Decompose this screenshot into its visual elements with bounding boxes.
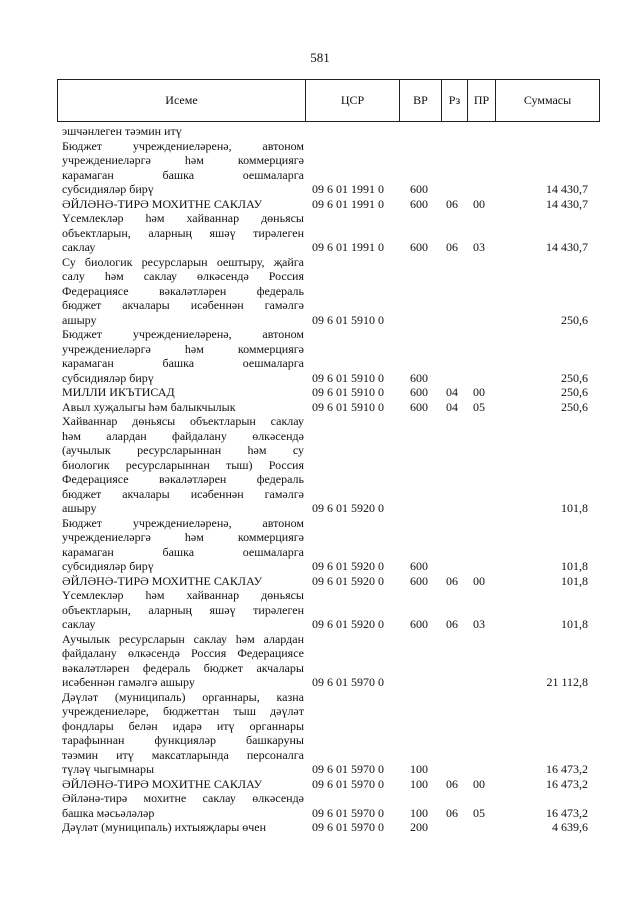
row-pr: 03 [473, 617, 485, 631]
table-row [0, 400, 640, 415]
row-sum: 101,8 [561, 617, 588, 631]
row-csr: 09 6 01 5910 0 [312, 385, 384, 399]
row-name-line: Хайваннар дөньясы объектларын саклау [62, 414, 304, 428]
row-name-line: тәэмин итү максатларында персоналга [62, 747, 304, 762]
row-name [62, 124, 304, 139]
row-pr: 00 [473, 196, 485, 211]
row-vr: 600 [410, 559, 428, 573]
table-row [0, 211, 640, 255]
row-sum: 250,6 [561, 385, 588, 399]
row-vr: 200 [410, 820, 428, 834]
row-name [62, 211, 304, 255]
header-rz: Рз [442, 80, 468, 122]
row-vr: 600 [410, 573, 428, 588]
row-name-line: Бюджет учреждениеләренә, автоном [62, 515, 304, 530]
row-name-line: Федерациясе вәкаләтләрен федераль [62, 283, 304, 298]
row-sum: 21 112,8 [546, 675, 588, 689]
row-sum: 4 639,6 [552, 820, 588, 834]
table-row [0, 414, 640, 516]
row-name-line: вәкаләтләрен федераль бюджет акчалары [62, 660, 304, 675]
row-pr: 03 [473, 240, 485, 254]
row-vr: 600 [410, 370, 428, 385]
row-vr: 600 [410, 399, 428, 414]
row-name-line: саклау [62, 617, 96, 631]
row-name-line: түләү чыгымнары [62, 762, 155, 776]
row-rz: 06 [446, 573, 458, 588]
table-row [0, 690, 640, 777]
row-name-line: Авыл хуҗалыгы һәм балыкчылык [62, 399, 236, 414]
row-pr: 05 [473, 399, 485, 414]
row-name-line: учреждениеләргә һәм коммерциягә [62, 530, 304, 544]
row-csr: 09 6 01 1991 0 [312, 196, 384, 211]
row-csr: 09 6 01 5910 0 [312, 399, 384, 414]
row-sum: 14 430,7 [546, 196, 588, 211]
row-name-line: файдалану өлкәсендә Россия Федерациясе [62, 646, 304, 660]
row-name-line: Әйләнә-тирә мохитне саклау өлкәсендә [62, 791, 304, 805]
row-name [62, 690, 304, 777]
row-name-line: ӘЙЛӘНӘ-ТИРӘ МОХИТНЕ САКЛАУ [62, 776, 263, 791]
row-csr: 09 6 01 1991 0 [312, 240, 384, 254]
row-name-line: (аучылык ресурсларыннан һәм су [62, 443, 304, 457]
row-vr: 600 [410, 182, 428, 196]
row-csr: 09 6 01 5970 0 [312, 776, 384, 791]
row-rz: 06 [446, 617, 458, 631]
table-row [0, 791, 640, 820]
table-row [0, 124, 640, 139]
row-csr: 09 6 01 5920 0 [312, 573, 384, 588]
row-sum: 14 430,7 [546, 240, 588, 254]
table-row [0, 327, 640, 385]
row-name-line: Дәүләт (муниципаль) ихтыяҗлары өчен [62, 820, 267, 834]
row-name [62, 820, 304, 835]
table-row [0, 632, 640, 690]
row-csr: 09 6 01 5970 0 [312, 762, 384, 776]
row-rz: 04 [446, 385, 458, 399]
row-csr: 09 6 01 5910 0 [312, 312, 384, 327]
row-rz: 06 [446, 240, 458, 254]
row-name-line: МИЛЛИ ИКЪТИСАД [62, 385, 175, 399]
header-pr: ПР [468, 80, 496, 122]
row-name [62, 632, 304, 690]
row-csr: 09 6 01 1991 0 [312, 182, 384, 196]
row-name-line: Аучылык ресурсларын саклау һәм алардан [62, 631, 304, 646]
row-name [62, 197, 304, 212]
row-name-line: Су биологик ресурсларын оештыру, җайга [62, 254, 304, 269]
row-sum: 16 473,2 [546, 805, 588, 820]
row-name-line: эшчәнлеген тәэмин итү [62, 124, 182, 138]
row-name-line: субсидияләр бирү [62, 370, 154, 385]
row-name-line: бюджет акчалары исәбеннән гамәлгә [62, 298, 304, 312]
row-csr: 09 6 01 5970 0 [312, 820, 384, 834]
page-number: 581 [310, 50, 330, 65]
row-name-line: Үсемлекләр һәм хайваннар дөньясы [62, 588, 304, 602]
row-sum: 250,6 [561, 312, 588, 327]
table-row [0, 197, 640, 212]
row-vr: 100 [410, 805, 428, 820]
row-vr: 600 [410, 385, 428, 399]
row-name-line: учреждениеләргә һәм коммерциягә [62, 153, 304, 167]
table-header [57, 79, 600, 122]
row-name [62, 588, 304, 632]
row-name [62, 791, 304, 820]
row-vr: 100 [410, 762, 428, 776]
row-vr: 600 [410, 240, 428, 254]
row-rz: 06 [446, 776, 458, 791]
row-vr: 100 [410, 776, 428, 791]
row-name-line: Федерациясе вәкаләтләрен федераль [62, 472, 304, 486]
row-name [62, 327, 304, 385]
row-name [62, 516, 304, 574]
row-name-line: Бюджет учреждениеләренә, автоном [62, 327, 304, 341]
row-name [62, 574, 304, 589]
row-name-line: ӘЙЛӘНӘ-ТИРӘ МОХИТНЕ САКЛАУ [62, 196, 263, 211]
row-name-line: салу һәм саклау өлкәсендә Россия [62, 269, 304, 283]
row-name-line: башка мәсьәләләр [62, 805, 155, 820]
row-sum: 16 473,2 [546, 776, 588, 791]
row-name-line: биологик ресурсларыннан тыш) Россия [62, 457, 304, 472]
row-name-line: объектларын, аларның яшәү тирәлеген [62, 602, 304, 617]
row-name [62, 385, 304, 400]
row-name-line: учреждениеләре, бюджеттан тыш дәүләт [62, 704, 304, 718]
row-sum: 101,8 [561, 573, 588, 588]
header-csr: ЦСР [306, 80, 400, 122]
row-pr: 05 [473, 805, 485, 820]
row-name [62, 414, 304, 516]
row-name-line: учреждениеләргә һәм коммерциягә [62, 341, 304, 356]
row-name-line: ашыру [62, 312, 97, 327]
row-vr: 600 [410, 196, 428, 211]
row-pr: 00 [473, 776, 485, 791]
row-name-line: Үсемлекләр һәм хайваннар дөньясы [62, 211, 304, 225]
row-name-line: һәм алардан файдалану өлкәсендә [62, 428, 304, 443]
row-name-line: ашыру [62, 501, 97, 515]
row-name-line: субсидияләр бирү [62, 182, 154, 196]
row-csr: 09 6 01 5920 0 [312, 501, 384, 515]
header-sum: Суммасы [496, 80, 600, 122]
row-csr: 09 6 01 5970 0 [312, 805, 384, 820]
row-csr: 09 6 01 5920 0 [312, 617, 384, 631]
row-sum: 14 430,7 [546, 182, 588, 196]
row-name [62, 400, 304, 415]
row-name-line: Дәүләт (муниципаль) органнары, казна [62, 689, 304, 704]
row-name-line: бюджет акчалары исәбеннән гамәлгә [62, 486, 304, 501]
header-name: Исеме [58, 80, 306, 122]
row-rz: 06 [446, 805, 458, 820]
table-row [0, 385, 640, 400]
row-name-line: тарафыннан функцияләр башкаруны [62, 733, 304, 747]
row-pr: 00 [473, 573, 485, 588]
row-name-line: саклау [62, 240, 96, 254]
row-sum: 101,8 [561, 501, 588, 515]
table-row [0, 139, 640, 197]
row-name-line: объектларын, аларның яшәү тирәлеген [62, 225, 304, 240]
row-vr: 600 [410, 617, 428, 631]
row-name [62, 139, 304, 197]
row-csr: 09 6 01 5910 0 [312, 370, 384, 385]
row-name-line: карамаган башка оешмаларга [62, 356, 304, 370]
row-name-line: фондлары белән идарә итү органнары [62, 718, 304, 733]
row-rz: 04 [446, 399, 458, 414]
row-pr: 00 [473, 385, 485, 399]
table-row [0, 777, 640, 792]
table-row [0, 588, 640, 632]
row-csr: 09 6 01 5970 0 [312, 675, 384, 689]
header-vr: ВР [400, 80, 442, 122]
table-row [0, 516, 640, 574]
row-name-line: субсидияләр бирү [62, 559, 154, 573]
row-sum: 250,6 [561, 399, 588, 414]
row-sum: 101,8 [561, 559, 588, 573]
row-rz: 06 [446, 196, 458, 211]
row-name-line: карамаган башка оешмаларга [62, 167, 304, 182]
row-name-line: исәбеннән гамәлгә ашыру [62, 675, 195, 689]
table-row [0, 574, 640, 589]
row-sum: 16 473,2 [546, 762, 588, 776]
row-name-line: Бюджет учреждениеләренә, автоном [62, 138, 304, 153]
row-name-line: карамаган башка оешмаларга [62, 544, 304, 559]
row-name [62, 777, 304, 792]
row-csr: 09 6 01 5920 0 [312, 559, 384, 573]
table-row [0, 255, 640, 328]
row-name [62, 255, 304, 328]
row-sum: 250,6 [561, 370, 588, 385]
table-body [0, 124, 640, 835]
table-row [0, 820, 640, 835]
row-name-line: ӘЙЛӘНӘ-ТИРӘ МОХИТНЕ САКЛАУ [62, 573, 263, 588]
